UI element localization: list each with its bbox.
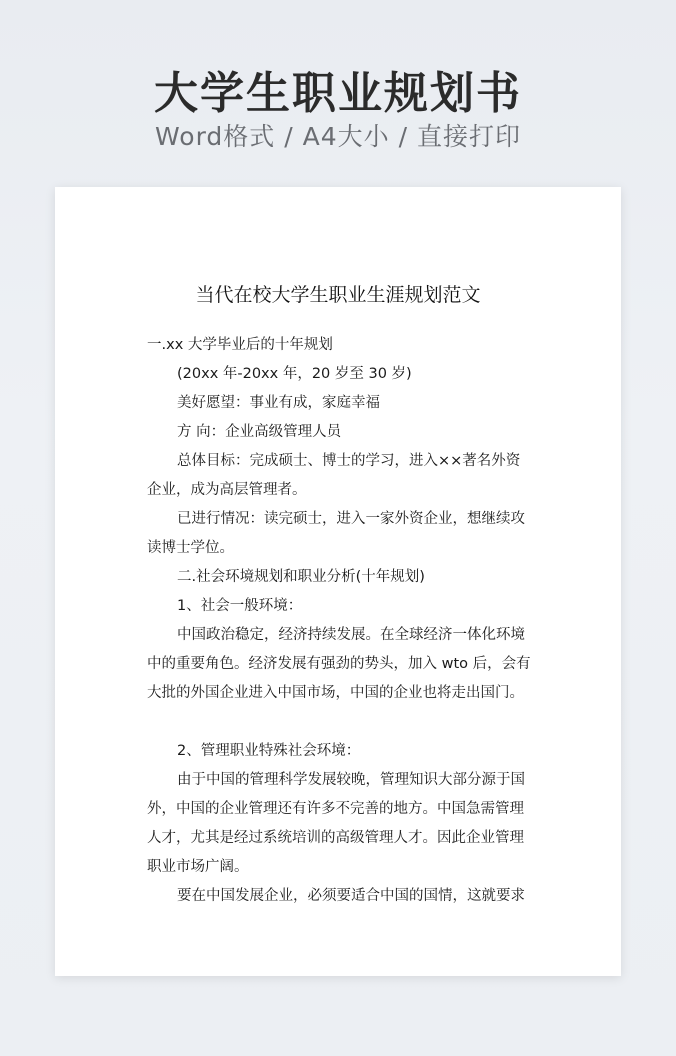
paragraph-period: (20xx 年-20xx 年，20 岁至 30 岁)	[177, 366, 412, 382]
paragraph-wish: 美好愿望：事业有成，家庭幸福	[177, 395, 380, 411]
paragraph-special-env: 由于中国的管理科学发展较晚，管理知识大部分源于国外，中国的企业管理还有许多不完善的地方。中国急需管理人才，尤其是经过系统培训的高级管理人才。因此企业管理职业市场广阔。	[147, 772, 525, 875]
paragraph-section-2-heading: 二.社会环境规划和职业分析(十年规划)	[177, 569, 425, 585]
document-body	[147, 331, 532, 911]
banner-subtitle: Word格式 / A4大小 / 直接打印	[155, 122, 521, 151]
paragraph-continuation: 要在中国发展企业，必须要适合中国的国情，这就要求	[177, 888, 525, 904]
paragraph-progress: 已进行情况：读完硕士，进入一家外资企业，想继续攻读博士学位。	[147, 511, 525, 556]
paragraph-spacer	[147, 708, 532, 737]
paragraph-general-env-heading: 1、社会一般环境：	[177, 598, 303, 614]
paragraph-goal: 总体目标：完成硕士、博士的学习，进入××著名外资企业，成为高层管理者。	[147, 453, 521, 498]
paragraph-general-env: 中国政治稳定，经济持续发展。在全球经济一体化环境中的重要角色。经济发展有强劲的势头，加入 wto 后，会有大批的外国企业进入中国市场，中国的企业也将走出国门。	[147, 627, 531, 701]
banner-title: 大学生职业规划书	[154, 68, 522, 119]
document-title: 当代在校大学生职业生涯规划范文	[195, 284, 481, 306]
paragraph-section-1-heading: 一.xx 大学毕业后的十年规划	[147, 337, 333, 353]
document-page	[55, 187, 621, 976]
paragraph-direction: 方 向：企业高级管理人员	[177, 424, 342, 440]
banner	[0, 0, 676, 180]
paragraph-special-env-heading: 2、管理职业特殊社会环境：	[177, 743, 361, 759]
